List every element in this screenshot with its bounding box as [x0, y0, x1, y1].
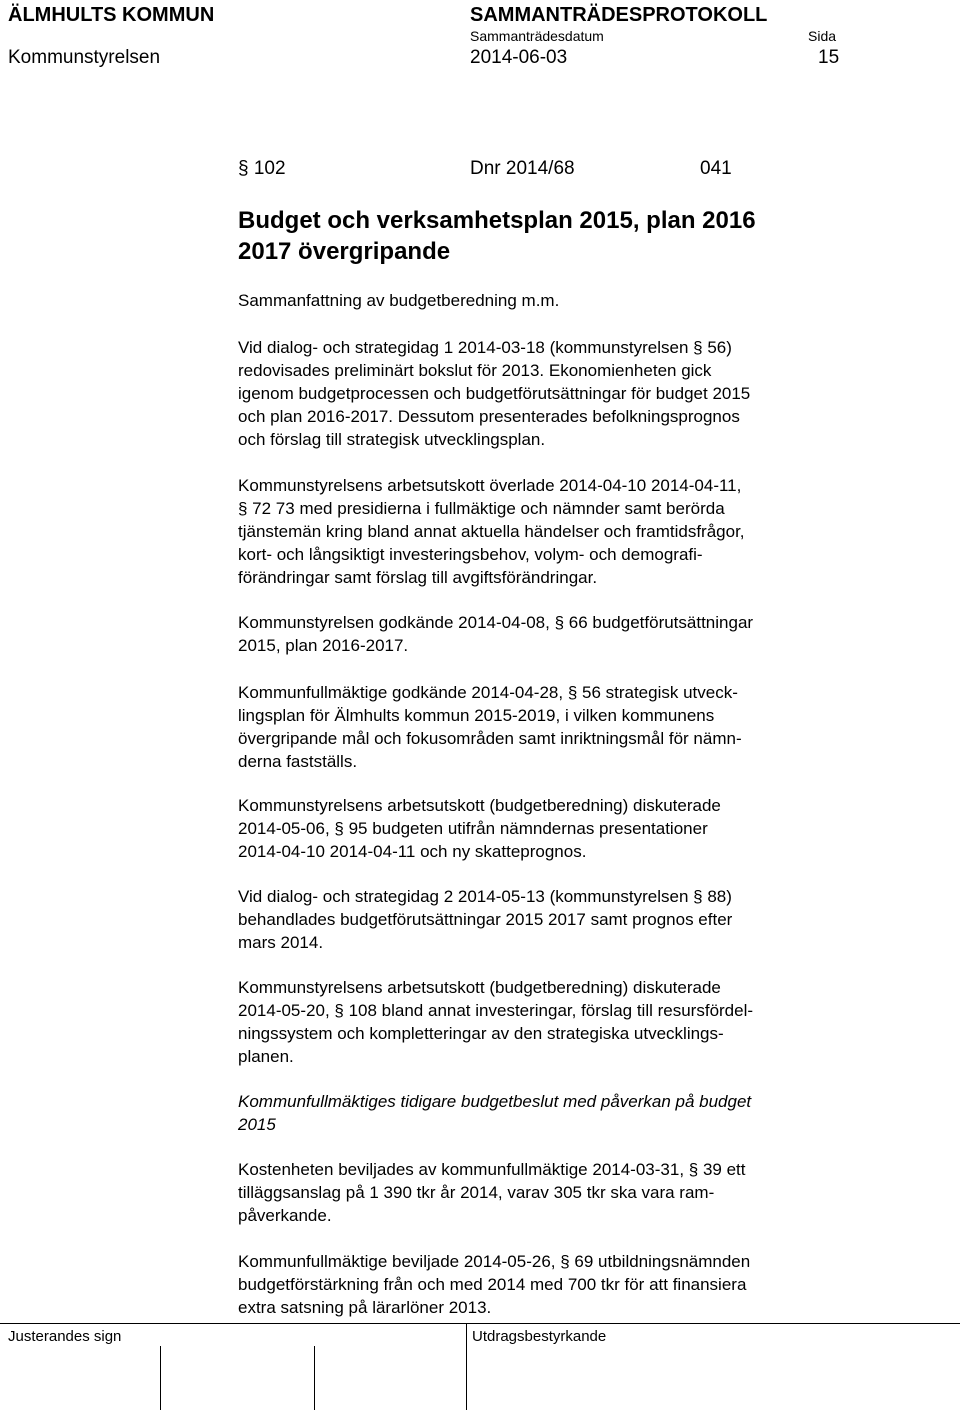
paragraph-2 — [238, 474, 848, 589]
footer-divider — [0, 1323, 960, 1324]
text-line: Kostenheten beviljades av kommunfullmäktige 2014-03-31, § 39 ett — [238, 1160, 746, 1179]
sign-box-divider — [314, 1346, 315, 1410]
page-label: Sida — [808, 28, 837, 44]
text-line: mars 2014. — [238, 933, 324, 952]
footer-sign-label: Justerandes sign — [8, 1328, 122, 1345]
dnr: Dnr 2014/68 — [470, 158, 575, 179]
committee-name: Kommunstyrelsen — [8, 47, 161, 68]
text-line: 2014-04-10 2014-04-11 och ny skatteprognos. — [238, 842, 587, 861]
text-line: Kommunstyrelsen godkände 2014-04-08, § 66 budgetförutsättningar — [238, 613, 754, 632]
text-line: Kommunstyrelsens arbetsutskott (budgetberedning) diskuterade — [238, 978, 721, 997]
text-line: 2015, plan 2016-2017. — [238, 636, 409, 655]
text-line: ningssystem och kompletteringar av den strategiska utvecklings- — [238, 1024, 724, 1043]
paragraph-6 — [238, 885, 848, 954]
municipality-name: ÄLMHULTS KOMMUN — [8, 4, 215, 26]
text-line: Kommunfullmäktige beviljade 2014-05-26, § 69 utbildningsnämnden — [238, 1252, 751, 1271]
section-number — [238, 158, 286, 180]
title-line-1: Budget och verksamhetsplan 2015, plan 2016 — [238, 207, 756, 234]
text-line: 2014-05-20, § 108 bland annat investeringar, förslag till resursfördel- — [238, 1001, 754, 1020]
paragraph-4 — [238, 681, 848, 773]
paragraph-1 — [238, 336, 848, 451]
text-line: redovisades preliminärt bokslut för 2013. Ekonomienheten gick — [238, 361, 712, 380]
date-label: Sammanträdesdatum — [470, 28, 604, 44]
text-line: Vid dialog- och strategidag 2 2014-05-13 (kommunstyrelsen § 88) — [238, 887, 732, 906]
text-line: § 72 73 med presidierna i fullmäktige och nämnder samt berörda — [238, 499, 725, 518]
text-line: derna fastställs. — [238, 752, 358, 771]
text-line: budgetförstärkning från och med 2014 med 700 tkr för att finansiera — [238, 1275, 747, 1294]
section-code: 041 — [700, 158, 732, 179]
text-line: behandlades budgetförutsättningar 2015 2017 samt prognos efter — [238, 910, 733, 929]
text-line: övergripande mål och fokusområden samt inriktningsmål för nämn- — [238, 729, 742, 748]
prior-decisions-heading — [238, 1090, 848, 1136]
text-line: 2014-05-06, § 95 budgeten utifrån nämndernas presentationer — [238, 819, 708, 838]
paragraph-7 — [238, 976, 848, 1068]
paragraph-9 — [238, 1250, 848, 1319]
footer-certify-label: Utdragsbestyrkande — [472, 1328, 607, 1345]
text-line: planen. — [238, 1047, 294, 1066]
paragraph-3 — [238, 611, 848, 657]
text-line: 2015 — [238, 1115, 276, 1134]
text-line: påverkande. — [238, 1206, 332, 1225]
paragraph-mark: § — [238, 158, 249, 179]
text-line: extra satsning på lärarlöner 2013. — [238, 1298, 492, 1317]
text-line: Kommunfullmäktige godkände 2014-04-28, § 56 strategisk utveck- — [238, 683, 738, 702]
sign-box-divider — [160, 1346, 161, 1410]
text-line: förändringar samt förslag till avgiftsförändringar. — [238, 568, 598, 587]
text-line: Kommunfullmäktiges tidigare budgetbeslut med påverkan på budget — [238, 1092, 752, 1111]
paragraph-8 — [238, 1158, 848, 1227]
summary-heading: Sammanfattning av budgetberedning m.m. — [238, 291, 560, 310]
meeting-date: 2014-06-03 — [470, 47, 568, 68]
document-title — [238, 205, 756, 267]
page-number: 15 — [818, 47, 840, 68]
text-line: tilläggsanslag på 1 390 tkr år 2014, varav 305 tkr ska vara ram- — [238, 1183, 715, 1202]
text-line: och förslag till strategisk utvecklingsplan. — [238, 430, 546, 449]
text-line: och plan 2016-2017. Dessutom presenterades befolkningsprognos — [238, 407, 740, 426]
paragraph-5 — [238, 794, 848, 863]
text-line: Vid dialog- och strategidag 1 2014-03-18 (kommunstyrelsen § 56) — [238, 338, 732, 357]
text-line: igenom budgetprocessen och budgetförutsättningar för budget 2015 — [238, 384, 751, 403]
protocol-title: SAMMANTRÄDESPROTOKOLL — [470, 4, 768, 26]
footer-column-divider — [466, 1324, 467, 1410]
text-line: Kommunstyrelsens arbetsutskott överlade 2014-04-10 2014-04-11, — [238, 476, 742, 495]
text-line: tjänstemän kring bland annat aktuella händelser och framtidsfrågor, — [238, 522, 745, 541]
text-line: Kommunstyrelsens arbetsutskott (budgetberedning) diskuterade — [238, 796, 721, 815]
section-number-value: 102 — [253, 158, 286, 179]
title-line-2: 2017 övergripande — [238, 238, 451, 265]
text-line: lingsplan för Älmhults kommun 2015-2019, i vilken kommunens — [238, 706, 715, 725]
text-line: kort- och långsiktigt investeringsbehov, volym- och demografi- — [238, 545, 703, 564]
